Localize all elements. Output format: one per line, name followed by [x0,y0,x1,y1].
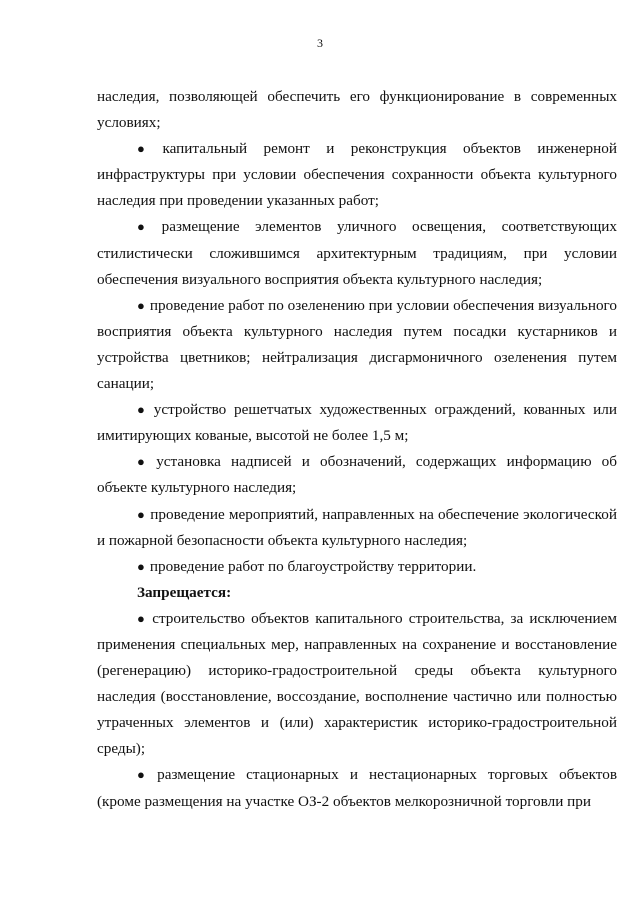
bullet-icon: ● [137,402,149,418]
bullet-icon: ● [137,558,145,574]
bullet-icon: ● [137,219,157,235]
document-body [97,84,617,815]
bullet-icon: ● [137,297,145,313]
bullet-paragraph [97,449,617,501]
bullet-paragraph [97,397,617,449]
bullet-icon: ● [137,610,148,626]
bullet-icon: ● [137,767,153,783]
bullet-paragraph [97,502,617,554]
paragraph-text: размещение элементов уличного освещения, соответствующих стилистически сложившимся архитектурным традициям, при условии обеспечения визуального восприятия объекта культурного наследия; [97,218,617,288]
paragraph-text: размещение стационарных и нестационарных торговых объектов (кроме размещения на участке ОЗ-2 объектов мелкорозничной торговли при [97,766,617,810]
paragraph-text: наследия, позволяющей обеспечить его функционирование в современных условиях; [97,88,617,132]
page-number: 3 [317,36,323,50]
bullet-icon: ● [137,141,158,157]
bullet-paragraph [97,606,617,763]
paragraph [97,84,617,136]
bullet-paragraph [97,214,617,292]
paragraph-text: проведение мероприятий, направленных на обеспечение экологической и пожарной безопасности объекта культурного наследия; [97,505,617,549]
paragraph-text: проведение работ по благоустройству территории. [149,557,477,575]
section-heading [97,580,617,606]
bullet-icon: ● [137,506,146,522]
paragraph-text: строительство объектов капитального строительства, за исключением применения специальных мер, направленных на сохранение и восстановление (регенерацию) историко-градостроительной среды объекта культурного наследия (восстановление, воссоздание, восполнение частично или полностью утраченных элементов и (или) характеристик историко-градостроительной среды); [97,609,617,758]
bullet-paragraph [97,293,617,397]
paragraph-text: капитальный ремонт и реконструкция объектов инженерной инфраструктуры при условии обеспечения сохранности объекта культурного наследия при проведении указанных работ; [97,140,617,210]
paragraph-text: установка надписей и обозначений, содержащих информацию об объекте культурного наследия; [97,453,617,497]
bullet-icon: ● [137,454,152,470]
bullet-paragraph [97,762,617,814]
bullet-paragraph [97,554,617,580]
bullet-paragraph [97,136,617,214]
paragraph-text: устройство решетчатых художественных ограждений, кованных или имитирующих кованые, высотой не более 1,5 м; [97,401,617,445]
paragraph-text: проведение работ по озеленению при условии обеспечения визуального восприятия объекта культурного наследия путем посадки кустарников и устройства цветников; нейтрализация дисгармоничного озеленения путем санации; [97,296,617,393]
paragraph-text: Запрещается: [137,583,232,601]
